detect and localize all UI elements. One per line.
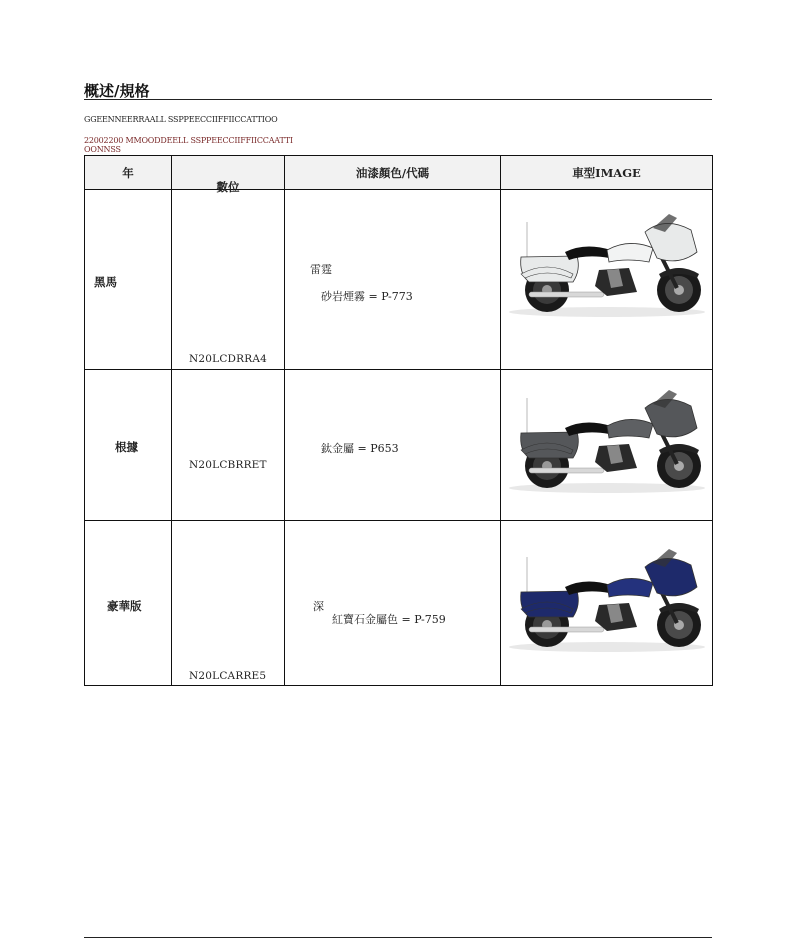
model-number: N20LCARRE5 (189, 670, 267, 682)
motorcycle-image (507, 212, 707, 324)
model-name: 根據 (115, 440, 138, 454)
section-subtitle: GGEENNEERRAALL SSPPEECCIIFFIICCATTIOO (84, 115, 278, 124)
paint-name-line2: 鈦金屬 = P653 (321, 442, 399, 455)
paint-name-line2: 砂岩煙霧 = P-773 (321, 290, 413, 303)
model-cell (85, 370, 172, 521)
table-row (85, 370, 713, 521)
paint-cell (285, 370, 501, 521)
motorcycle-image (507, 388, 707, 500)
paint-cell (285, 521, 501, 686)
model-name: 豪華版 (107, 599, 142, 613)
number-cell (172, 521, 285, 686)
title-divider (84, 99, 712, 100)
footer-divider (84, 937, 712, 938)
header-year: 年 (85, 156, 172, 190)
motorcycle-image (507, 547, 707, 659)
number-cell (172, 190, 285, 370)
table-row (85, 190, 713, 370)
table-row (85, 521, 713, 686)
header-number-label: 數位 (216, 180, 240, 194)
model-name: 黑馬 (94, 275, 117, 289)
paint-name-line1: 雷霆 (310, 263, 332, 276)
model-number: N20LCDRRA4 (189, 353, 268, 365)
page-title: 概述/規格 (84, 82, 150, 100)
model-number: N20LCBRRET (189, 459, 267, 471)
model-cell (85, 521, 172, 686)
specifications-table (84, 155, 713, 686)
table-header-row (85, 156, 713, 190)
header-image: 車型IMAGE (501, 156, 713, 190)
image-cell (501, 190, 713, 370)
header-paint: 油漆顏色/代碼 (285, 156, 501, 190)
number-cell (172, 370, 285, 521)
header-number (172, 156, 285, 194)
image-cell (501, 370, 713, 521)
section-subtitle-secondary: 22002200 MMOODDEELL SSPPEECCIIFFIICCAATTI OONNSS (84, 136, 293, 154)
paint-name-line2: 紅寶石金屬色 = P-759 (332, 613, 446, 626)
paint-cell (285, 190, 501, 370)
image-cell (501, 521, 713, 686)
paint-name-line1: 深 (313, 600, 324, 613)
model-cell (85, 190, 172, 370)
